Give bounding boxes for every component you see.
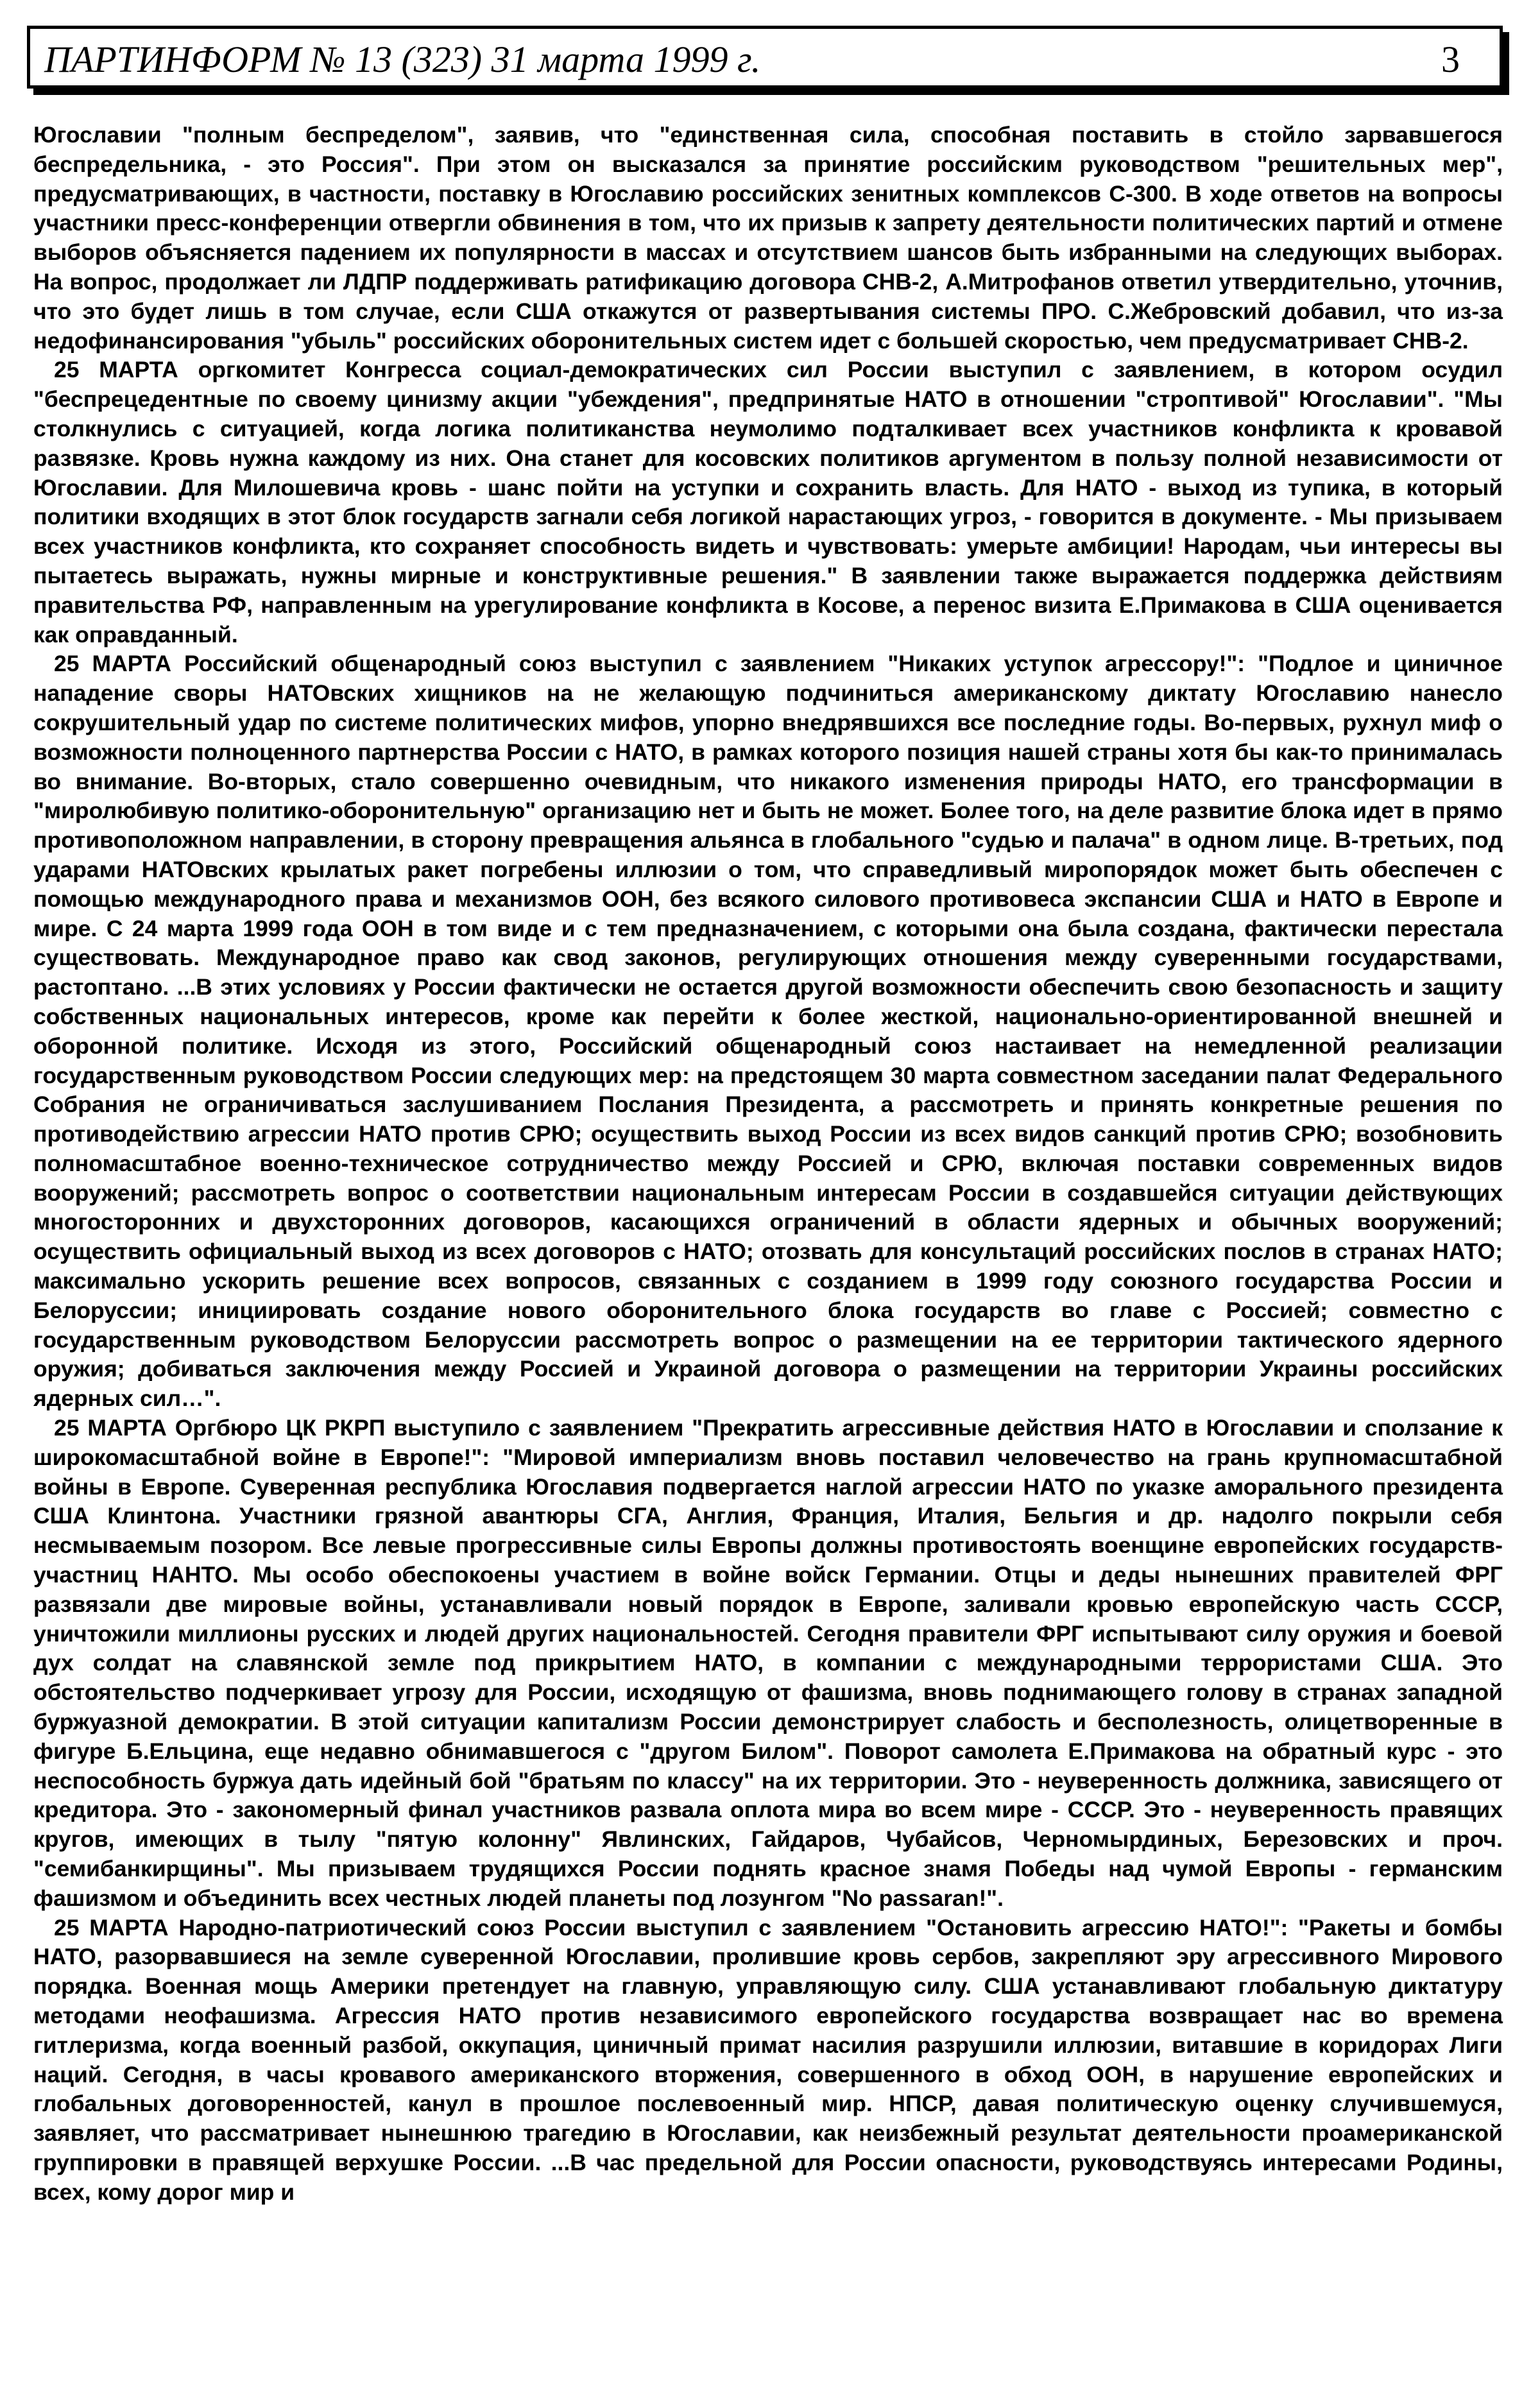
paragraph-continuation: Югославии "полным беспределом", заявив, что "единственная сила, способная поставить в стойло зарвавшегося беспредельника, - это Россия". При этом он высказался за принятие российским руководством "решительных мер", предусматривающих, в частности, поставку в Югославию российских зенитных комплексов С-300. В ходе ответов на вопросы участники пресс-конференции отвергли обвинения в том, что их призыв к запрету деятельности политических партий и отмене выборов объясняется падением их популярности в массах и отсутствием шансов быть избранными на следующих выборах. На вопрос, продолжает ли ЛДПР поддерживать ратификацию договора СНВ-2, А.Митрофанов ответил утвердительно, уточнив, что это будет лишь в том случае, если США откажутся от развертывания системы ПРО. С.Жебровский добавил, что из-за недофинансирования "убыль" российских оборонительных систем идет с большей скоростью, чем предусматривает СНВ-2.	[33, 122, 1503, 354]
paragraph-social-democrats: 25 МАРТА оргкомитет Конгресса социал-демократических сил России выступил с заявлением, в котором осудил "беспрецедентные по своему цинизму акции "убеждения", предпринятые НАТО в отношении "строптивой" Югославии". "Мы столкнулись с ситуацией, когда логика политиканства неумолимо подталкивает всех участников конфликта к кровавой развязке. Кровь нужна каждому из них. Она станет для косовских политиков аргументом в пользу полной независимости от Югославии. Для Милошевича кровь - шанс пойти на уступки и сохранить власть. Для НАТО - выход из тупика, в который политики входящих в этот блок государств загнали себя логикой нарастающих угроз, - говорится в документе. - Мы призываем всех участников конфликта, кто сохраняет способность видеть и чувствовать: умерьте амбиции! Народам, чьи интересы вы пытаетесь выражать, нужны мирные и конструктивные решения." В заявлении также выражается поддержка действиям правительства РФ, направленным на урегулирование конфликта в Косове, а перенос визита Е.Примакова в США оценивается как оправданный.	[33, 357, 1503, 647]
header-title: ПАРТИНФОРМ № 13 (323) 31 марта 1999 г.	[44, 39, 761, 80]
paragraph-rkrp: 25 МАРТА Оргбюро ЦК РКРП выступило с заявлением "Прекратить агрессивные действия НАТО в Югославии и сползание к широкомасштабной войне в Европе!": "Мировой империализм вновь поставил человечество на грань крупномасштабной войны в Европе. Суверенная республика Югославия подвергается наглой агрессии НАТО по указке аморального президента США Клинтона. Участники грязной авантюры СГА, Англия, Франция, Италия, Бельгия и др. надолго покрыли себя несмываемым позором. Все левые прогрессивные силы Европы должны противостоять военщине европейских государств-участниц НАНТО. Мы особо обеспокоены участием в войне войск Германии. Отцы и деды нынешних правителей ФРГ развязали две мировые войны, устанавливали новый порядок в Европе, заливали кровью европейскую часть СССР, уничтожили миллионы русских и людей других национальностей. Сегодня правители ФРГ испытывают силу оружия и боевой дух солдат на славянской земле под прикрытием НАТО, в компании с международными террористами США. Это обстоятельство подчеркивает угрозу для России, исходящую от фашизма, вновь поднимающего голову в странах западной буржуазной демократии. В этой ситуации капитализм России демонстрирует слабость и бесполезность, олицетворенные в фигуре Б.Ельцина, еще недавно обнимавшегося с "другом Билом". Поворот самолета Е.Примакова на обратный курс - это неспособность буржуа дать идейный бой "братьям по классу" на их территории. Это - неуверенность должника, зависящего от кредитора. Это - закономерный финал участников развала оплота мира во всем мире - СССР. Это - неуверенность правящих кругов, имеющих в тылу "пятую колонну" Явлинских, Гайдаров, Чубайсов, Черномырдиных, Березовских и проч. "семибанкирщины". Мы призываем трудящихся России поднять красное знамя Победы над чумой Европы - германским фашизмом и объединить всех честных людей планеты под лозунгом "No passaran!".	[33, 1415, 1503, 1911]
page-header	[27, 26, 1503, 89]
page-number: 3	[1441, 39, 1460, 80]
paragraph-russian-union: 25 МАРТА Российский общенародный союз выступил с заявлением "Никаких уступок агрессору!": "Подлое и циничное нападение своры НАТОвских хищников на не желающую подчиниться американскому диктату Югославию нанесло сокрушительный удар по системе политических мифов, упорно внедрявшихся все последние годы. Во-первых, рухнул миф о возможности полноценного партнерства России с НАТО, в рамках которого позиция нашей страны хотя бы как-то принималась во внимание. Во-вторых, стало совершенно очевидным, что никакого изменения природы НАТО, его трансформации в "миролюбивую политико-оборонительную" организацию нет и быть не может. Более того, на деле развитие блока идет в прямо противоположном направлении, в сторону превращения альянса в глобального "судью и палача" в одном лице. В-третьих, под ударами НАТОвских крылатых ракет погребены иллюзии о том, что справедливый миропорядок может быть обеспечен с помощью международного права и механизмов ООН, без всякого силового противовеса экспансии США и НАТО в Европе и мире. С 24 марта 1999 года ООН в том виде и с тем предназначением, с которыми она была создана, фактически перестала существовать. Международное право как свод законов, регулирующих отношения между суверенными государствами, растоптано. ...В этих условиях у России фактически не остается другой возможности обеспечить свою безопасность и защиту собственных национальных интересов, кроме как перейти к более жесткой, национально-ориентированной внешней и оборонной политике. Исходя из этого, Российский общенародный союз настаивает на немедленной реализации государственным руководством России следующих мер: на предстоящем 30 марта совместном заседании палат Федерального Собрания не ограничиваться заслушиванием Послания Президента, а рассмотреть и принять конкретные решения по противодействию агрессии НАТО против СРЮ; осуществить выход России из всех видов санкций против СРЮ; возобновить полномасштабное военно-техническое сотрудничество между Россией и СРЮ, включая поставки современных видов вооружений; рассмотреть вопрос о соответствии национальным интересам России в создавшейся ситуации действующих многосторонних и двухсторонних договоров, касающихся ограничений в области ядерных и обычных вооружений; осуществить официальный выход из всех договоров с НАТО; отозвать для консультаций российских послов в странах НАТО; максимально ускорить решение всех вопросов, связанных с созданием в 1999 году союзного государства России и Белоруссии; инициировать создание нового оборонительного блока государств во главе с Россией; совместно с государственным руководством Белоруссии рассмотреть вопрос о размещении на ее территории тактического ядерного оружия; добиваться заключения между Россией и Украиной договора о размещении на территории Украины российских ядерных сил…".	[33, 651, 1503, 1412]
paragraph-npsr: 25 МАРТА Народно-патриотический союз России выступил с заявлением "Остановить агрессию НАТО!": "Ракеты и бомбы НАТО, разорвавшиеся на земле суверенной Югославии, пролившие кровь сербов, закрепляют эру агрессивного Мирового порядка. Военная мощь Америки претендует на главную, управляющую силу. США устанавливают глобальную диктатуру методами неофашизма. Агрессия НАТО против независимого европейского государства возвращает нас во времена гитлеризма, когда военный разбой, оккупация, циничный примат насилия разрушили иллюзии, витавшие в коридорах Лиги наций. Сегодня, в часы кровавого американского вторжения, совершенного в обход ООН, в нарушение европейских и глобальных договоренностей, канул в прошлое послевоенный мир. НПСР, давая политическую оценку случившемуся, заявляет, что рассматривает нынешнюю трагедию в Югославии, как неизбежный результат деятельности проамериканской группировки в правящей верхушке России. ...В час предельной для России опасности, руководствуясь интересами Родины, всех, кому дорог мир и	[33, 1914, 1503, 2205]
article-body	[33, 121, 1503, 2207]
